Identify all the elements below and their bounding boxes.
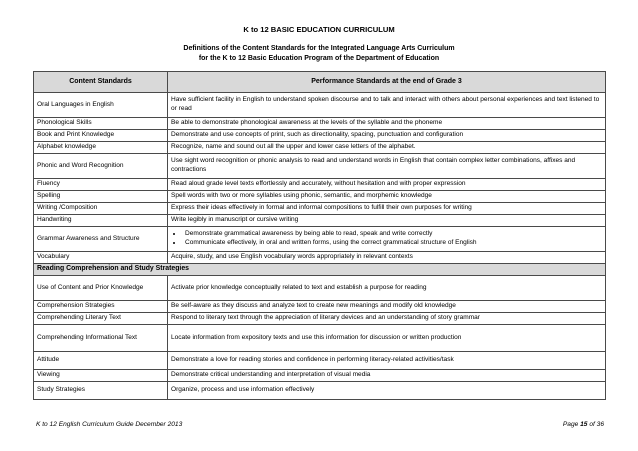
standard-cell: Spelling (34, 191, 168, 203)
performance-cell: Spell words with two or more syllables using phonic, semantic, and morphemic knowledge (168, 191, 606, 203)
table-row (34, 215, 606, 227)
table-row (34, 352, 606, 370)
table-row (34, 382, 606, 400)
performance-cell: Be self-aware as they discuss and analyze text to create new meanings and modify old knowledge (168, 301, 606, 313)
header-content-standards: Content Standards (34, 72, 168, 93)
standard-cell: Viewing (34, 370, 168, 382)
standard-cell: Writing /Composition (34, 203, 168, 215)
standard-cell: Book and Print Knowledge (34, 130, 168, 142)
performance-cell: Recognize, name and sound out all the upper and lower case letters of the alphabet. (168, 142, 606, 154)
standard-cell: Attitude (34, 352, 168, 370)
bullet-list (171, 230, 602, 247)
standard-cell: Vocabulary (34, 252, 168, 264)
standard-cell: Phonic and Word Recognition (34, 154, 168, 179)
table-row (34, 276, 606, 301)
table-row (34, 313, 606, 325)
standards-table (33, 71, 606, 400)
table-row (34, 370, 606, 382)
performance-cell: Express their ideas effectively in formal and informal compositions to fulfill their own purposes for writing (168, 203, 606, 215)
page-prefix: Page (562, 421, 579, 428)
bullet-item: • Communicate effectively, in oral and written forms, using the correct grammatical structure of English (183, 239, 602, 248)
performance-cell: Demonstrate critical understanding and interpretation of visual media (168, 370, 606, 382)
header-performance-standards: Performance Standards at the end of Grade 3 (168, 72, 606, 93)
table-header-row (34, 72, 606, 93)
table-row (34, 179, 606, 191)
performance-cell: Have sufficient facility in English to understand spoken discourse and to talk and interact with others about personal experiences and text listened to or read (168, 93, 606, 118)
performance-cell: Organize, process and use information effectively (168, 382, 606, 400)
standard-cell: Study Strategies (34, 382, 168, 400)
document-subtitle-line1: Definitions of the Content Standards for the Integrated Language Arts Curriculum (183, 45, 455, 52)
table-row (34, 118, 606, 130)
standard-cell: Handwriting (34, 215, 168, 227)
performance-cell: Read aloud grade level texts effortlessly and accurately, without hesitation and with proper expression (168, 179, 606, 191)
standard-cell: Alphabet knowledge (34, 142, 168, 154)
performance-cell: Respond to literary text through the appreciation of literary devices and an understanding of story grammar (168, 313, 606, 325)
table-row (34, 252, 606, 264)
performance-cell (168, 227, 606, 252)
performance-cell: Locate information from expository texts and use this information for discussion or written production (168, 325, 606, 352)
table-row (34, 203, 606, 215)
standard-cell: Comprehension Strategies (34, 301, 168, 313)
standard-cell: Comprehending Informational Text (34, 325, 168, 352)
table-row (34, 301, 606, 313)
document-subtitle-line2: for the K to 12 Basic Education Program of the Department of Education (198, 54, 440, 62)
standard-cell: Use of Content and Prior Knowledge (34, 276, 168, 301)
performance-cell: Demonstrate and use concepts of print, such as directionality, spacing, punctuation and configuration (168, 130, 606, 142)
performance-cell: Write legibly in manuscript or cursive writing (168, 215, 606, 227)
section-title: Reading Comprehension and Study Strategies (34, 264, 606, 276)
performance-cell: Activate prior knowledge conceptually related to text and establish a purpose for reading (168, 276, 606, 301)
section-header-row (34, 264, 606, 276)
table-row (34, 325, 606, 352)
performance-cell: Demonstrate a love for reading stories and confidence in performing literacy-related activities/task (168, 352, 606, 370)
standard-cell: Comprehending Literary Text (34, 313, 168, 325)
performance-cell: Use sight word recognition or phonic analysis to read and understand words in English that contain complex letter combinations, affixes and contractions (168, 154, 606, 179)
footer-page-number (563, 421, 604, 428)
performance-cell: Acquire, study, and use English vocabulary words appropriately in relevant contexts (168, 252, 606, 264)
table-row (34, 130, 606, 142)
page-suffix: of 36 (589, 421, 604, 428)
page-current: 15 (580, 421, 588, 428)
standard-cell: Oral Languages in English (34, 93, 168, 118)
bullet-item: • Demonstrate grammatical awareness by being able to read, speak and write correctly (183, 230, 602, 239)
table-row (34, 142, 606, 154)
table-row (34, 93, 606, 118)
table-row (34, 227, 606, 252)
performance-cell: Be able to demonstrate phonological awareness at the levels of the syllable and the phoneme (168, 118, 606, 130)
standard-cell: Grammar Awareness and Structure (34, 227, 168, 252)
standard-cell: Phonological Skills (34, 118, 168, 130)
footer-guide-title: K to 12 English Curriculum Guide December 2013 (36, 421, 183, 428)
table-row (34, 191, 606, 203)
standard-cell: Fluency (34, 179, 168, 191)
document-title: K to 12 BASIC EDUCATION CURRICULUM (243, 25, 395, 34)
table-row (34, 154, 606, 179)
